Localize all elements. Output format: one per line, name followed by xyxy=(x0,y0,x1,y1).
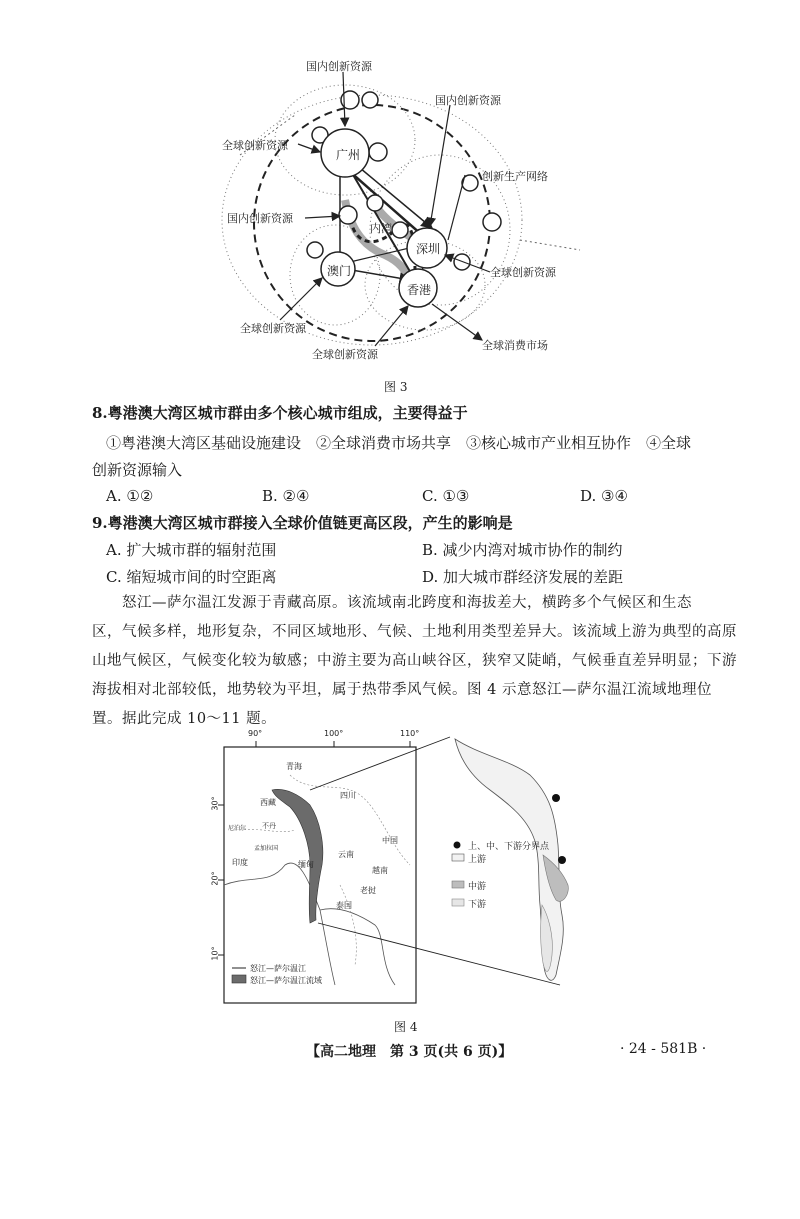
label-innovation-network: 创新生产网络 xyxy=(482,170,548,183)
legend-upper-reach: 上游 xyxy=(468,855,487,865)
label-global-resources-left: 全球创新资源 xyxy=(222,139,288,152)
label-domestic-resources-top: 国内创新资源 xyxy=(306,60,372,73)
figure-4 xyxy=(210,729,610,1035)
passage-line-4: 海拔相对北部较低，地势较为平坦，属于热带季风气候。图 4 示意怒江—萨尔温江流域地理位 xyxy=(92,682,712,698)
lat-tick-20: 20° xyxy=(210,871,220,886)
place-china: 中国 xyxy=(382,836,398,845)
passage-line-1: 怒江—萨尔温江发源于青藏高原。该流域南北跨度和海拔差大，横跨多个气候区和生态 xyxy=(122,595,692,611)
place-laos: 老挝 xyxy=(360,886,376,895)
place-xizang: 西藏 xyxy=(260,798,276,807)
place-sichuan: 四川 xyxy=(340,791,356,800)
place-bhutan: 不丹 xyxy=(262,822,276,830)
place-myanmar: 缅甸 xyxy=(298,860,314,869)
passage-line-2: 区，气候多样，地形复杂，不同区域地形、气候、土地利用类型差异大。该流域上游为典型的高原 xyxy=(92,624,737,640)
label-global-resources-bottom: 全球创新资源 xyxy=(312,348,378,361)
city-shenzhen: 深圳 xyxy=(416,242,441,256)
footer-page-info: 【高二地理 第 3 页(共 6 页)】 xyxy=(306,1044,513,1060)
question-8-option-d[interactable]: D. ③④ xyxy=(580,487,628,505)
figure-4-caption: 图 4 xyxy=(394,1020,418,1034)
passage xyxy=(92,589,752,734)
question-8-items-line1: ①粤港澳大湾区基础设施建设 ②全球消费市场共享 ③核心城市产业相互协作 ④全球 xyxy=(106,434,692,452)
question-9-option-d[interactable]: D. 加大城市群经济发展的差距 xyxy=(422,568,624,586)
place-nepal: 尼泊尔 xyxy=(228,825,247,832)
legend-basin: 怒江—萨尔温江流域 xyxy=(250,976,322,985)
legend-middle-reach: 中游 xyxy=(468,882,487,892)
passage-line-5: 置。据此完成 10～11 题。 xyxy=(92,711,277,727)
question-8-stem: 8.粤港澳大湾区城市群由多个核心城市组成，主要得益于 xyxy=(92,404,468,422)
passage-line-3: 山地气候区，气候变化较为敏感；中游主要为高山峡谷区，狭窄又陡峭，气候垂直差异明显；下游 xyxy=(92,653,737,669)
city-hongkong: 香港 xyxy=(407,283,432,297)
label-global-resources-right: 全球创新资源 xyxy=(490,266,556,279)
question-9-option-a[interactable]: A. 扩大城市群的辐射范围 xyxy=(106,541,277,559)
question-8-option-c[interactable]: C. ①③ xyxy=(422,487,470,505)
legend-boundary-point: 上、中、下游分界点 xyxy=(468,842,550,852)
legend-river: 怒江—萨尔温江 xyxy=(250,964,306,973)
figure-3-caption: 图 3 xyxy=(384,380,408,394)
label-global-resources-bottom-left: 全球创新资源 xyxy=(240,322,306,335)
question-8-option-a[interactable]: A. ①② xyxy=(106,487,154,505)
city-guangzhou: 广州 xyxy=(336,148,361,162)
place-bangladesh: 孟加拉国 xyxy=(254,845,279,852)
label-global-consumer-market: 全球消费市场 xyxy=(482,339,548,352)
lat-tick-10: 10° xyxy=(210,946,220,961)
question-8-option-b[interactable]: B. ②④ xyxy=(262,487,310,505)
question-8-items-line2: 创新资源输入 xyxy=(92,461,183,479)
place-yunnan: 云南 xyxy=(338,850,354,859)
figure-3 xyxy=(200,40,600,400)
label-inner-bay: 内湾 xyxy=(370,222,392,235)
lat-tick-30: 30° xyxy=(210,796,220,811)
legend-lower-reach: 下游 xyxy=(468,900,487,910)
lon-tick-90: 90° xyxy=(248,729,263,738)
city-macau: 澳门 xyxy=(327,264,352,278)
place-thailand: 泰国 xyxy=(336,901,352,910)
footer-code: · 24 - 581B · xyxy=(620,1041,707,1057)
place-qinghai: 青海 xyxy=(286,762,302,771)
place-india: 印度 xyxy=(232,858,248,867)
question-9-stem: 9.粤港澳大湾区城市群接入全球价值链更高区段，产生的影响是 xyxy=(92,514,513,532)
question-9-option-c[interactable]: C. 缩短城市间的时空距离 xyxy=(106,568,277,586)
label-domestic-resources-right: 国内创新资源 xyxy=(435,94,501,107)
lon-tick-100: 100° xyxy=(324,729,344,738)
question-9-option-b[interactable]: B. 减少内湾对城市协作的制约 xyxy=(422,541,623,559)
label-domestic-resources-left: 国内创新资源 xyxy=(227,212,293,225)
place-vietnam: 越南 xyxy=(372,866,388,875)
lon-tick-110: 110° xyxy=(400,729,420,738)
